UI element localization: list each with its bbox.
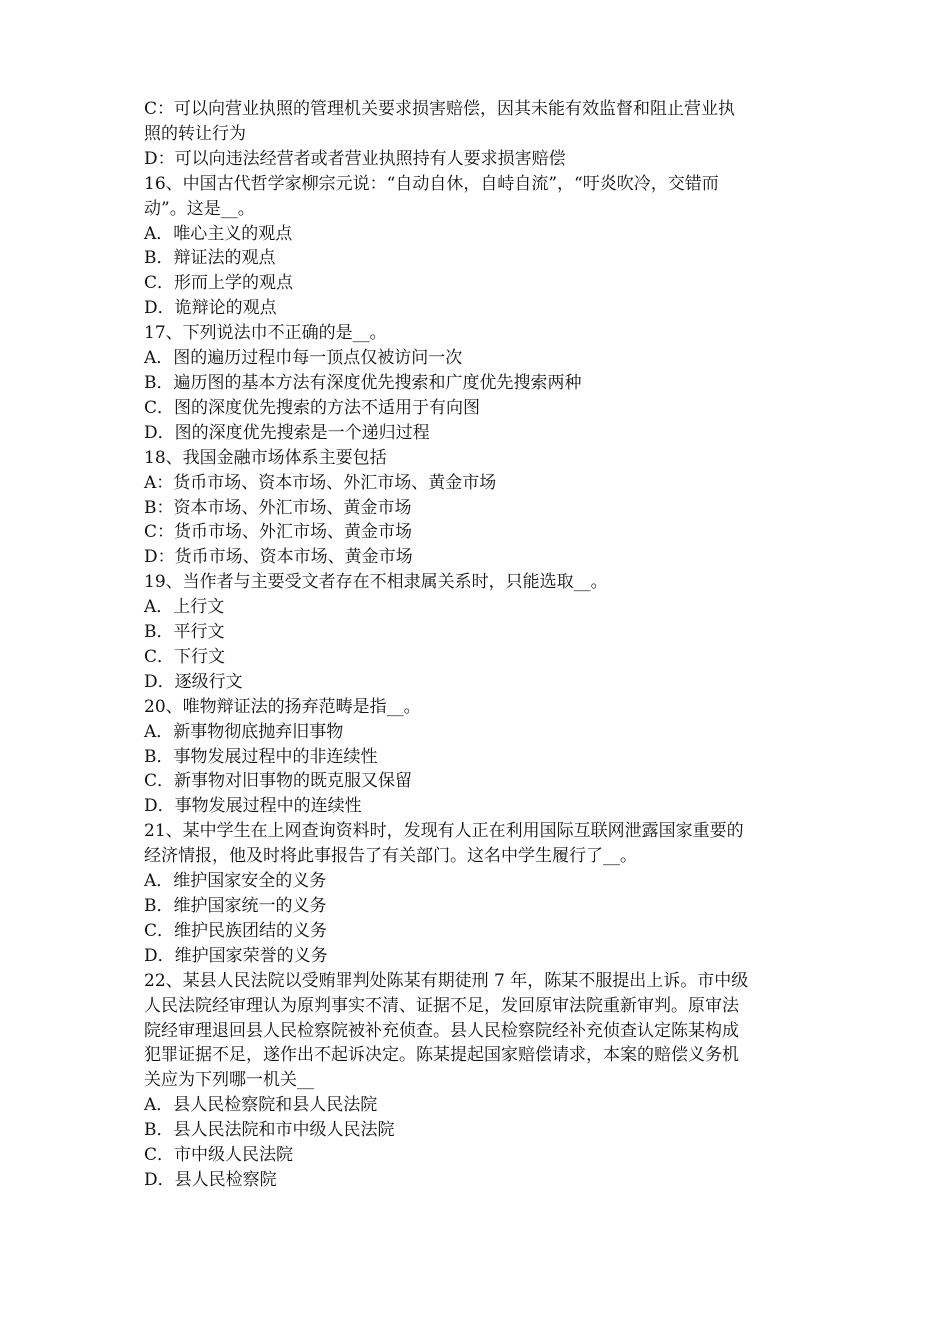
option-line: D．诡辩论的观点 <box>144 298 277 319</box>
option-line: A：货币市场、资本市场、外汇市场、黄金市场 <box>144 472 497 493</box>
question-21-text: 经济情报，他及时将此事报告了有关部门。这名中学生履行了__。 <box>144 846 637 867</box>
text-line: 照的转让行为 <box>144 123 246 144</box>
question-22-text: 犯罪证据不足，遂作出不起诉决定。陈某提起国家赔偿请求，本案的赔偿义务机 <box>144 1045 739 1066</box>
question-17-text: 17、下列说法巾不正确的是__。 <box>144 323 387 344</box>
option-line: C：货币市场、外汇市场、黄金市场 <box>144 522 413 543</box>
option-line: B：资本市场、外汇市场、黄金市场 <box>144 497 412 518</box>
question-22-text: 人民法院经审理认为原判事实不清、证据不足，发回原审法院重新审判。原审法 <box>144 995 739 1016</box>
question-20-text: 20、唯物辩证法的扬弃范畴是指__。 <box>144 696 421 717</box>
text-line: D：可以向违法经营者或者营业执照持有人要求损害赔偿 <box>144 148 566 169</box>
option-line: B．平行文 <box>144 622 225 643</box>
option-line: D．图的深度优先搜索是一个递归过程 <box>144 422 430 443</box>
option-line: C．市中级人民法院 <box>144 1145 294 1166</box>
question-19-text: 19、当作者与主要受文者存在不相隶属关系时，只能选取__。 <box>144 572 608 593</box>
question-21-text: 21、某中学生在上网查询资料时，发现有人正在利用国际互联网泄露国家重要的 <box>144 821 744 842</box>
option-line: B．县人民法院和市中级人民法院 <box>144 1120 395 1141</box>
option-line: A．上行文 <box>144 597 225 618</box>
option-line: A．图的遍历过程巾每一顶点仅被访问一次 <box>144 348 463 369</box>
question-16-text: 16、中国古代哲学家柳宗元说：“自动自休，自峙自流”，“吁炎吹冷，交错而 <box>144 173 719 194</box>
option-line: D．事物发展过程中的连续性 <box>144 796 362 817</box>
option-line: B．维护国家统一的义务 <box>144 896 327 916</box>
option-line: D．逐级行文 <box>144 671 243 692</box>
option-line: C．新事物对旧事物的既克服又保留 <box>144 771 413 792</box>
option-line: B．辩证法的观点 <box>144 248 276 269</box>
question-18-text: 18、我国金融市场体系主要包括 <box>144 447 387 468</box>
option-line: C．形而上学的观点 <box>144 273 294 294</box>
option-line: A．县人民检察院和县人民法院 <box>144 1095 378 1116</box>
option-line: A．维护国家安全的义务 <box>144 871 327 892</box>
document-page <box>144 97 814 1193</box>
question-22-text: 关应为下列哪一机关__ <box>144 1070 314 1091</box>
question-22-text: 院经审理退回县人民检察院被补充侦查。县人民检察院经补充侦查认定陈某构成 <box>144 1020 739 1041</box>
option-line: B．遍历图的基本方法有深度优先搜索和广度优先搜索两种 <box>144 372 582 393</box>
option-line: C．维护民族团结的义务 <box>144 920 328 941</box>
option-line: B．事物发展过程中的非连续性 <box>144 746 378 767</box>
text-line: C：可以向营业执照的管理机关要求损害赔偿，因其未能有效监督和阻止营业执 <box>144 99 736 119</box>
option-line: D：货币市场、资本市场、黄金市场 <box>144 547 413 568</box>
question-16-text: 动”。这是__。 <box>144 198 255 219</box>
question-22-text: 22、某县人民法院以受贿罪判处陈某有期徒刑 7 年，陈某不服提出上诉。市中级 <box>144 970 749 991</box>
option-line: A．唯心主义的观点 <box>144 223 293 244</box>
option-line: C．下行文 <box>144 646 226 667</box>
option-line: D．县人民检察院 <box>144 1169 277 1190</box>
option-line: D．维护国家荣誉的义务 <box>144 945 328 966</box>
option-line: A．新事物彻底抛弃旧事物 <box>144 721 344 742</box>
option-line: C．图的深度优先搜索的方法不适用于有向图 <box>144 397 481 418</box>
